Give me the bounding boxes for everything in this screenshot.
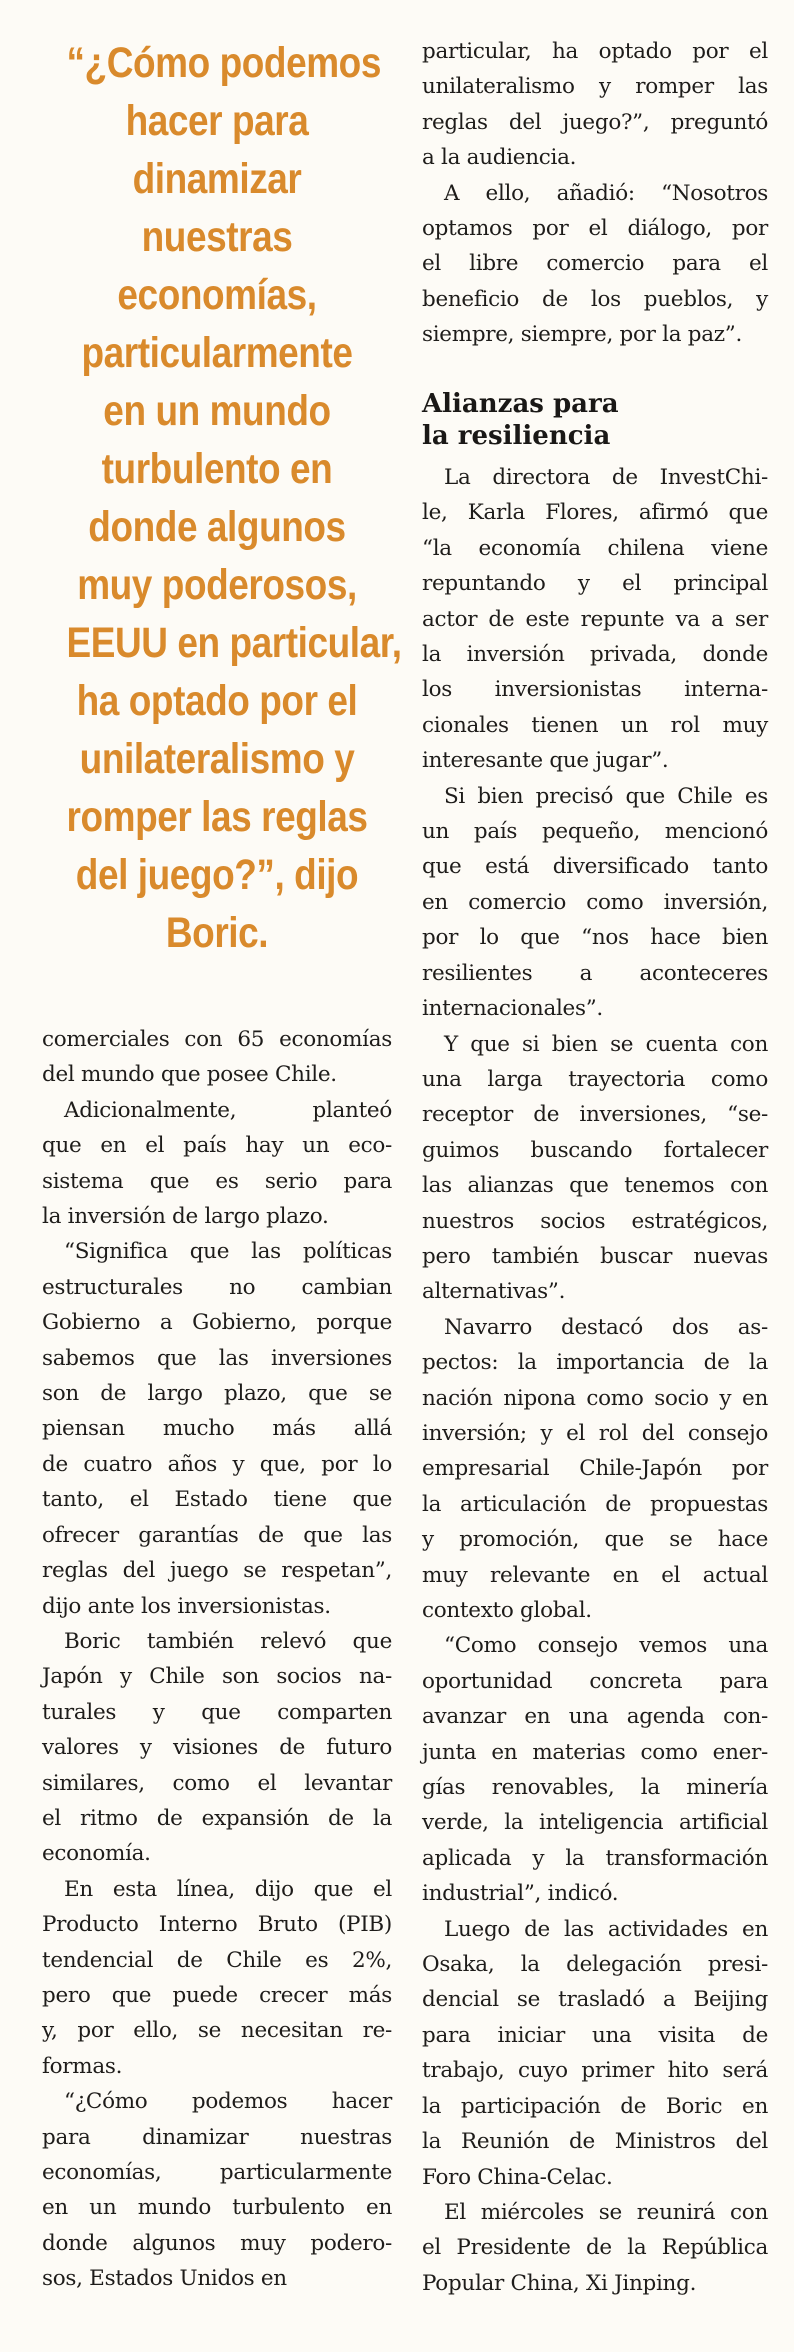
text-line: reglas del juego?”, preguntó	[422, 109, 768, 135]
section-subheading	[422, 388, 619, 452]
pull-quote-line: nuestras	[141, 213, 293, 261]
text-line: Japón y Chile son socios na-	[42, 1664, 392, 1690]
text-line: “la economía chilena viene	[422, 535, 768, 561]
text-line: la participación de Boric en	[422, 2093, 768, 2119]
pull-quote-line: economías,	[117, 271, 317, 319]
text-line: verde, la inteligencia artificial	[422, 1810, 768, 1836]
pull-quote-line: particularmente	[81, 329, 353, 377]
text-line: que en el país hay un eco-	[42, 1133, 392, 1159]
text-line: nación nipona como socio y en	[422, 1385, 768, 1411]
pull-quote-line: ha optado por el	[76, 677, 358, 725]
text-line: optamos por el diálogo, por	[422, 216, 768, 242]
text-line: pero que puede crecer más	[42, 1982, 392, 2008]
pull-quote	[66, 34, 402, 962]
subheading-line: Alianzas para	[422, 389, 619, 419]
paragraph	[422, 1027, 768, 1310]
text-line: pectos: la importancia de la	[422, 1350, 768, 1376]
left-body-text	[42, 1022, 392, 2297]
text-line: empresarial Chile-Japón por	[422, 1456, 768, 1482]
text-line: tendencial de Chile es 2%,	[42, 1947, 392, 1973]
text-line: piensan mucho más allá	[42, 1416, 392, 1442]
text-line: unilateralismo y romper las	[422, 74, 768, 100]
text-line: en comercio como inversión,	[422, 889, 768, 915]
paragraph	[422, 34, 768, 176]
text-line: las alianzas que tenemos con	[422, 1173, 768, 1199]
text-line: la articulación de propuestas	[422, 1491, 768, 1517]
left-column	[42, 0, 402, 2292]
text-line: la inversión privada, donde	[422, 642, 768, 668]
paragraph	[422, 176, 768, 353]
text-line: un país pequeño, mencionó	[422, 819, 768, 845]
right-body-text-top	[422, 34, 768, 353]
text-line: le, Karla Flores, afirmó que	[422, 500, 768, 526]
pull-quote-line: turbulento en	[101, 445, 333, 493]
text-line: receptor de inversiones, “se-	[422, 1102, 768, 1128]
paragraph	[422, 2195, 768, 2301]
text-line: junta en materias como ener-	[422, 1739, 768, 1765]
text-line: beneficio de los pueblos, y	[422, 286, 768, 312]
text-line: A ello, añadió: “Nosotros	[444, 180, 768, 206]
text-line: particular, ha optado por el	[422, 39, 768, 64]
text-line: pero también buscar nuevas	[422, 1243, 768, 1269]
text-line: “¿Cómo podemos hacer	[64, 2089, 392, 2115]
text-line: donde algunos muy podero-	[42, 2230, 392, 2256]
text-line: el ritmo de expansión de la	[42, 1805, 392, 1831]
text-line: siempre, siempre, por la paz”.	[422, 322, 742, 348]
text-line: “Como consejo vemos una	[444, 1633, 768, 1659]
pull-quote-line: del juego?”, dijo	[75, 851, 359, 899]
text-line: turales y que comparten	[42, 1699, 392, 1725]
text-line: que está diversificado tanto	[422, 854, 768, 880]
paragraph	[42, 1234, 392, 1623]
text-line: trabajo, cuyo primer hito será	[422, 2058, 768, 2084]
text-line: por lo que “nos hace bien	[422, 925, 768, 951]
text-line: el libre comercio para el	[422, 251, 768, 277]
text-line: ofrecer garantías de que las	[42, 1522, 392, 1548]
text-line: muy relevante en el actual	[422, 1562, 768, 1588]
text-line: los inversionistas interna-	[422, 677, 768, 703]
text-line: contexto global.	[422, 1598, 592, 1623]
paragraph	[42, 1624, 392, 1872]
text-line: y promoción, que se hace	[422, 1527, 768, 1553]
paragraph	[422, 460, 768, 779]
text-line: dencial se trasladó a Beijing	[422, 1987, 768, 2013]
text-line: resilientes a aconteceres	[422, 960, 768, 986]
text-line: de cuatro años y que, por lo	[42, 1451, 392, 1477]
pull-quote-line: muy poderosos,	[77, 561, 357, 609]
paragraph	[42, 1093, 392, 1235]
text-line: en un mundo turbulento en	[42, 2195, 392, 2221]
text-line: son de largo plazo, que se	[42, 1381, 392, 1407]
pull-quote-line: hacer para	[125, 97, 309, 145]
text-line: estructurales no cambian	[42, 1274, 392, 1300]
text-line: economías, particularmente	[42, 2160, 392, 2185]
text-line: a la audiencia.	[422, 145, 577, 171]
subheading-line: la resiliencia	[422, 421, 611, 451]
pull-quote-line: “¿Cómo podemos	[66, 39, 381, 87]
text-line: Popular China, Xi Jinping.	[422, 2270, 697, 2296]
paragraph	[422, 779, 768, 1027]
text-line: “Significa que las políticas	[64, 1239, 392, 1265]
text-line: internacionales”.	[422, 996, 603, 1022]
text-line: similares, como el levantar	[42, 1770, 392, 1796]
text-line: Luego de las actividades en	[444, 1916, 768, 1942]
text-line: la inversión de largo plazo.	[42, 1204, 329, 1230]
text-line: El miércoles se reunirá con	[444, 2199, 768, 2225]
text-line: economía.	[42, 1841, 151, 1867]
pull-quote-line: romper las reglas	[66, 793, 368, 841]
text-line: sos, Estados Unidos en	[42, 2266, 287, 2292]
text-line: oportunidad concreta para	[422, 1668, 768, 1694]
text-line: aplicada y la transformación	[422, 1845, 768, 1871]
pull-quote-line: donde algunos	[88, 503, 346, 551]
paragraph	[422, 1628, 768, 1911]
text-line: En esta línea, dijo que el	[64, 1876, 392, 1902]
text-line: interesante que jugar”.	[422, 748, 669, 774]
text-line: Navarro destacó dos as-	[444, 1314, 768, 1340]
text-line: Foro China-Celac.	[422, 2164, 613, 2190]
text-line: La directora de InvestChi-	[444, 465, 768, 490]
text-line: del mundo que posee Chile.	[42, 1062, 337, 1088]
pull-quote-line: en un mundo	[103, 387, 331, 435]
pull-quote-line: EEUU en particular,	[66, 619, 402, 667]
paragraph	[422, 1912, 768, 2195]
text-line: para dinamizar nuestras	[42, 2124, 392, 2150]
text-line: sistema que es serio para	[42, 1168, 392, 1194]
paragraph	[42, 1022, 392, 1093]
text-line: y, por ello, se necesitan re-	[42, 2018, 392, 2044]
text-line: Si bien precisó que Chile es	[444, 783, 768, 809]
text-line: Gobierno a Gobierno, porque	[42, 1310, 392, 1336]
text-line: industrial”, indicó.	[422, 1881, 619, 1907]
text-line: cionales tienen un rol muy	[422, 712, 768, 738]
pull-quote-line: Boric.	[165, 909, 269, 957]
pull-quote-line: unilateralismo y	[79, 735, 355, 783]
text-line: valores y visiones de futuro	[42, 1735, 392, 1761]
text-line: tanto, el Estado tiene que	[42, 1487, 392, 1513]
text-line: la Reunión de Ministros del	[422, 2129, 768, 2155]
text-line: el Presidente de la República	[422, 2235, 768, 2261]
text-line: avanzar en una agenda con-	[422, 1704, 768, 1730]
text-line: Y que si bien se cuenta con	[444, 1031, 768, 1057]
text-line: dijo ante los inversionistas.	[42, 1593, 331, 1619]
text-line: una larga trayectoria como	[422, 1066, 768, 1092]
paragraph	[422, 1310, 768, 1629]
paragraph	[42, 2084, 392, 2296]
text-line: Producto Interno Bruto (PIB)	[42, 1912, 392, 1938]
text-line: formas.	[42, 2053, 123, 2079]
right-body-text-bottom	[422, 460, 768, 2301]
pull-quote-line: dinamizar	[132, 155, 302, 203]
text-line: sabemos que las inversiones	[42, 1345, 392, 1371]
text-line: Osaka, la delegación presi-	[422, 1952, 768, 1978]
paragraph	[42, 1872, 392, 2084]
text-line: actor de este repunte va a ser	[422, 606, 768, 632]
text-line: inversión; y el rol del consejo	[422, 1420, 768, 1446]
text-line: guimos buscando fortalecer	[422, 1137, 768, 1163]
text-line: alternativas”.	[422, 1279, 566, 1305]
text-line: comerciales con 65 economías	[42, 1027, 392, 1052]
text-line: para iniciar una visita de	[422, 2022, 768, 2048]
text-line: gías renovables, la minería	[422, 1775, 768, 1801]
text-line: reglas del juego se respetan”,	[42, 1558, 392, 1584]
text-line: nuestros socios estratégicos,	[422, 1208, 768, 1234]
text-line: repuntando y el principal	[422, 571, 768, 597]
text-line: Adicionalmente, planteó	[64, 1097, 392, 1123]
text-line: Boric también relevó que	[64, 1628, 392, 1654]
